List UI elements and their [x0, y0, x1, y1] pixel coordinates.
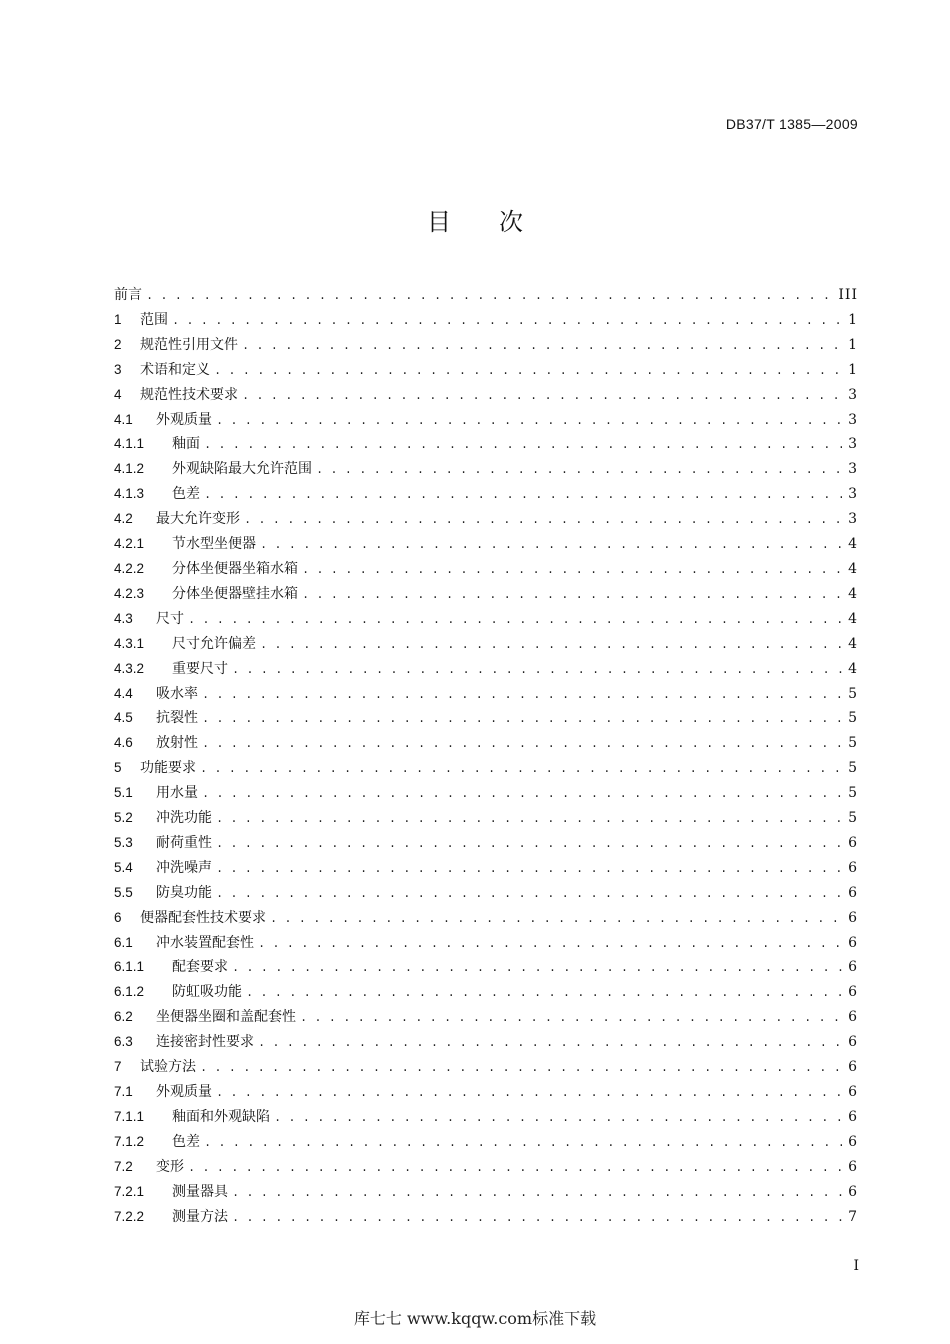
toc-entry-number: 7.2.1 [114, 1183, 145, 1199]
toc-entry-page: 3 [848, 461, 858, 478]
toc-entry-title: 试验方法 [140, 1059, 196, 1076]
toc-entry-number: 4.5 [114, 710, 133, 726]
toc-entry-number: 3 [114, 361, 122, 377]
toc-entry-title: 连接密封性要求 [156, 1034, 254, 1051]
toc-entry[interactable] [114, 333, 858, 358]
toc-dot-leader [216, 807, 842, 831]
toc-dot-leader [216, 832, 842, 856]
toc-dot-leader [200, 1056, 842, 1080]
toc-entry-page: 4 [848, 610, 858, 627]
toc-entry-title: 色差 [172, 486, 200, 503]
toc-entry[interactable] [114, 1130, 858, 1155]
toc-entry-page: 4 [848, 635, 858, 652]
toc-entry-number: 6.2 [114, 1009, 133, 1025]
toc-entry-page: 6 [848, 1133, 858, 1150]
toc-entry-title: 便器配套性技术要求 [140, 909, 266, 926]
toc-entry[interactable] [114, 557, 858, 582]
toc-entry-page: 3 [848, 436, 858, 453]
table-of-contents [114, 283, 858, 1229]
toc-entry-number: 4.3 [114, 610, 133, 626]
toc-entry-title: 尺寸允许偏差 [172, 635, 256, 652]
toc-entry[interactable] [114, 781, 858, 806]
toc-dot-leader [188, 1156, 842, 1180]
toc-entry-page: 1 [848, 311, 858, 328]
toc-dot-leader [274, 1106, 842, 1130]
toc-entry-page: 6 [848, 909, 858, 926]
toc-entry-title: 重要尺寸 [172, 660, 228, 677]
toc-entry-title: 防虹吸功能 [172, 984, 242, 1001]
toc-entry[interactable] [114, 1030, 858, 1055]
toc-entry-title: 规范性引用文件 [140, 336, 238, 353]
toc-entry[interactable] [114, 906, 858, 931]
toc-entry-page: 6 [848, 959, 858, 976]
toc-entry-page: 6 [848, 934, 858, 951]
toc-entry[interactable] [114, 955, 858, 980]
toc-dot-leader [204, 433, 842, 457]
toc-dot-leader [216, 882, 842, 906]
toc-entry-page: 4 [848, 536, 858, 553]
toc-dot-leader [172, 309, 842, 333]
toc-entry[interactable] [114, 607, 858, 632]
toc-dot-leader [202, 782, 842, 806]
toc-entry-page: 5 [848, 735, 858, 752]
toc-entry-title: 釉面 [172, 436, 200, 453]
toc-entry-title: 分体坐便器壁挂水箱 [172, 585, 298, 602]
toc-entry-number: 4.6 [114, 735, 133, 751]
toc-entry-page: 1 [848, 336, 858, 353]
toc-entry-number: 7 [114, 1059, 122, 1075]
toc-entry-title: 抗裂性 [156, 710, 198, 727]
toc-entry-page: III [838, 287, 858, 303]
toc-entry[interactable] [114, 682, 858, 707]
toc-entry[interactable] [114, 482, 858, 507]
toc-dot-leader [188, 608, 842, 632]
toc-entry-page: 5 [848, 785, 858, 802]
toc-dot-leader [232, 1181, 842, 1205]
toc-dot-leader [260, 633, 842, 657]
toc-entry-page: 6 [848, 1034, 858, 1051]
toc-entry-title: 测量器具 [172, 1183, 228, 1200]
toc-entry-number: 7.1.1 [114, 1108, 145, 1124]
toc-dot-leader [200, 757, 842, 781]
toc-entry-number: 5.2 [114, 810, 133, 826]
toc-entry-number: 4.3.1 [114, 635, 145, 651]
toc-entry-page: 5 [848, 685, 858, 702]
toc-entry-title: 外观质量 [156, 411, 212, 428]
toc-entry-title: 吸水率 [156, 685, 198, 702]
toc-dot-leader [232, 658, 842, 682]
toc-dot-leader [242, 384, 842, 408]
toc-entry-number: 4.3.2 [114, 660, 145, 676]
toc-entry-page: 7 [848, 1208, 858, 1225]
toc-entry-number: 5.3 [114, 834, 133, 850]
toc-dot-leader [302, 583, 842, 607]
toc-entry-page: 5 [848, 710, 858, 727]
toc-entry[interactable] [114, 1180, 858, 1205]
toc-entry-number: 4 [114, 386, 122, 402]
toc-entry-title: 最大允许变形 [156, 511, 240, 528]
toc-entry-number: 7.2.2 [114, 1208, 145, 1224]
toc-dot-leader [258, 1031, 842, 1055]
toc-dot-leader [260, 533, 842, 557]
toc-entry[interactable] [114, 1155, 858, 1180]
toc-entry[interactable] [114, 1080, 858, 1105]
toc-entry-number: 5.4 [114, 859, 133, 875]
toc-entry-title: 范围 [140, 311, 168, 328]
toc-entry-number: 4.1.3 [114, 486, 145, 502]
toc-entry-title: 釉面和外观缺陷 [172, 1108, 270, 1125]
toc-dot-leader [300, 1006, 842, 1030]
toc-dot-leader [246, 981, 842, 1005]
toc-entry-number: 4.2.2 [114, 560, 145, 576]
toc-entry-page: 5 [848, 760, 858, 777]
toc-dot-leader [216, 1081, 842, 1105]
toc-entry-number: 4.1.2 [114, 461, 145, 477]
toc-entry-title: 测量方法 [172, 1208, 228, 1225]
toc-dot-leader [216, 857, 842, 881]
title-char-1: 目 [427, 208, 451, 236]
toc-entry[interactable] [114, 632, 858, 657]
toc-dot-leader [202, 707, 842, 731]
toc-entry-title: 色差 [172, 1133, 200, 1150]
toc-entry-number: 1 [114, 311, 122, 327]
toc-entry[interactable] [114, 457, 858, 482]
toc-entry-page: 6 [848, 984, 858, 1001]
toc-entry-number: 5.5 [114, 884, 133, 900]
toc-entry[interactable] [114, 881, 858, 906]
toc-entry-number: 7.1 [114, 1084, 133, 1099]
toc-entry-number: 7.2 [114, 1158, 133, 1174]
toc-entry[interactable] [114, 831, 858, 856]
toc-entry-page: 6 [848, 1059, 858, 1076]
toc-entry[interactable] [114, 1005, 858, 1030]
toc-entry-title: 坐便器坐圈和盖配套性 [156, 1009, 296, 1026]
toc-entry-page: 5 [848, 810, 858, 827]
toc-entry-title: 尺寸 [156, 610, 184, 627]
toc-entry-number: 6.1.2 [114, 984, 145, 1000]
toc-entry-number: 4.4 [114, 685, 133, 701]
toc-entry-page: 6 [848, 1158, 858, 1175]
toc-entry[interactable] [114, 308, 858, 333]
toc-dot-leader [204, 1131, 842, 1155]
toc-entry-page: 4 [848, 560, 858, 577]
toc-entry-title: 分体坐便器坐箱水箱 [172, 560, 298, 577]
toc-entry-page: 6 [848, 1009, 858, 1026]
toc-entry-title: 节水型坐便器 [172, 536, 256, 553]
toc-entry-title: 前言 [114, 287, 142, 303]
title-char-2: 次 [499, 208, 523, 236]
toc-entry-title: 冲水装置配套性 [156, 934, 254, 951]
toc-entry-page: 3 [848, 511, 858, 528]
toc-dot-leader [232, 956, 842, 980]
page-title [0, 202, 950, 237]
toc-entry[interactable] [114, 980, 858, 1005]
toc-dot-leader [232, 1206, 842, 1230]
toc-entry[interactable] [114, 432, 858, 457]
toc-entry-page: 6 [848, 884, 858, 901]
toc-entry-number: 2 [114, 336, 122, 352]
toc-entry-title: 配套要求 [172, 959, 228, 976]
toc-entry-title: 用水量 [156, 785, 198, 802]
toc-entry-page: 4 [848, 660, 858, 677]
toc-entry-number: 4.2 [114, 511, 133, 527]
toc-entry-title: 冲洗噪声 [156, 859, 212, 876]
toc-entry-page: 6 [848, 1084, 858, 1100]
toc-dot-leader [214, 359, 842, 383]
toc-entry[interactable] [114, 1205, 858, 1230]
toc-entry-page: 3 [848, 386, 858, 403]
toc-entry-title: 外观缺陷最大允许范围 [172, 461, 312, 478]
toc-entry[interactable] [114, 507, 858, 532]
toc-entry-number: 7.1.2 [114, 1133, 145, 1149]
toc-entry[interactable] [114, 931, 858, 956]
toc-dot-leader [270, 907, 842, 931]
toc-dot-leader [216, 409, 842, 433]
toc-dot-leader [316, 458, 842, 482]
toc-entry-page: 4 [848, 585, 858, 602]
toc-entry-title: 规范性技术要求 [140, 386, 238, 403]
toc-entry[interactable] [114, 806, 858, 831]
toc-entry-page: 1 [848, 361, 858, 378]
toc-entry[interactable] [114, 856, 858, 881]
toc-entry[interactable] [114, 358, 858, 383]
toc-entry-title: 冲洗功能 [156, 810, 212, 827]
toc-dot-leader [146, 284, 832, 308]
toc-dot-leader [258, 932, 842, 956]
toc-dot-leader [242, 334, 842, 358]
toc-entry-page: 6 [848, 1183, 858, 1200]
toc-entry-number: 6.1.1 [114, 959, 145, 975]
toc-entry[interactable] [114, 731, 858, 756]
toc-entry-title: 术语和定义 [140, 361, 210, 378]
toc-entry-page: 3 [848, 486, 858, 503]
toc-entry[interactable] [114, 756, 858, 781]
toc-entry-title: 耐荷重性 [156, 834, 212, 851]
toc-entry-title: 变形 [156, 1158, 184, 1175]
toc-entry[interactable] [114, 383, 858, 408]
toc-entry-number: 5.1 [114, 785, 133, 801]
toc-entry-number: 5 [114, 760, 122, 776]
toc-dot-leader [302, 558, 842, 582]
toc-entry-title: 外观质量 [156, 1084, 212, 1100]
toc-entry[interactable] [114, 283, 858, 308]
toc-entry-page: 3 [848, 411, 858, 428]
toc-entry[interactable] [114, 1105, 858, 1130]
toc-entry-number: 4.1.1 [114, 436, 145, 452]
toc-entry-page: 6 [848, 1108, 858, 1125]
toc-entry[interactable] [114, 582, 858, 607]
toc-entry-title: 防臭功能 [156, 884, 212, 901]
toc-entry-number: 6 [114, 909, 122, 925]
page-number: I [853, 1258, 859, 1274]
toc-entry-title: 功能要求 [140, 760, 196, 777]
toc-entry[interactable] [114, 408, 858, 433]
standard-number: DB37/T 1385—2009 [725, 116, 858, 132]
toc-entry[interactable] [114, 657, 858, 682]
toc-entry-title: 放射性 [156, 735, 198, 752]
toc-entry[interactable] [114, 706, 858, 731]
watermark: 库七七 www.kqqw.com标准下载 [353, 1309, 597, 1328]
toc-entry[interactable] [114, 1055, 858, 1080]
toc-dot-leader [244, 508, 842, 532]
toc-entry-number: 4.1 [114, 411, 133, 427]
toc-entry-page: 6 [848, 834, 858, 851]
toc-dot-leader [202, 732, 842, 756]
toc-dot-leader [202, 683, 842, 707]
toc-entry-number: 4.2.3 [114, 585, 145, 601]
toc-entry-number: 6.1 [114, 934, 133, 950]
toc-entry-page: 6 [848, 859, 858, 876]
toc-entry-number: 4.2.1 [114, 536, 145, 552]
toc-entry[interactable] [114, 532, 858, 557]
toc-entry-number: 6.3 [114, 1034, 133, 1050]
toc-dot-leader [204, 483, 842, 507]
